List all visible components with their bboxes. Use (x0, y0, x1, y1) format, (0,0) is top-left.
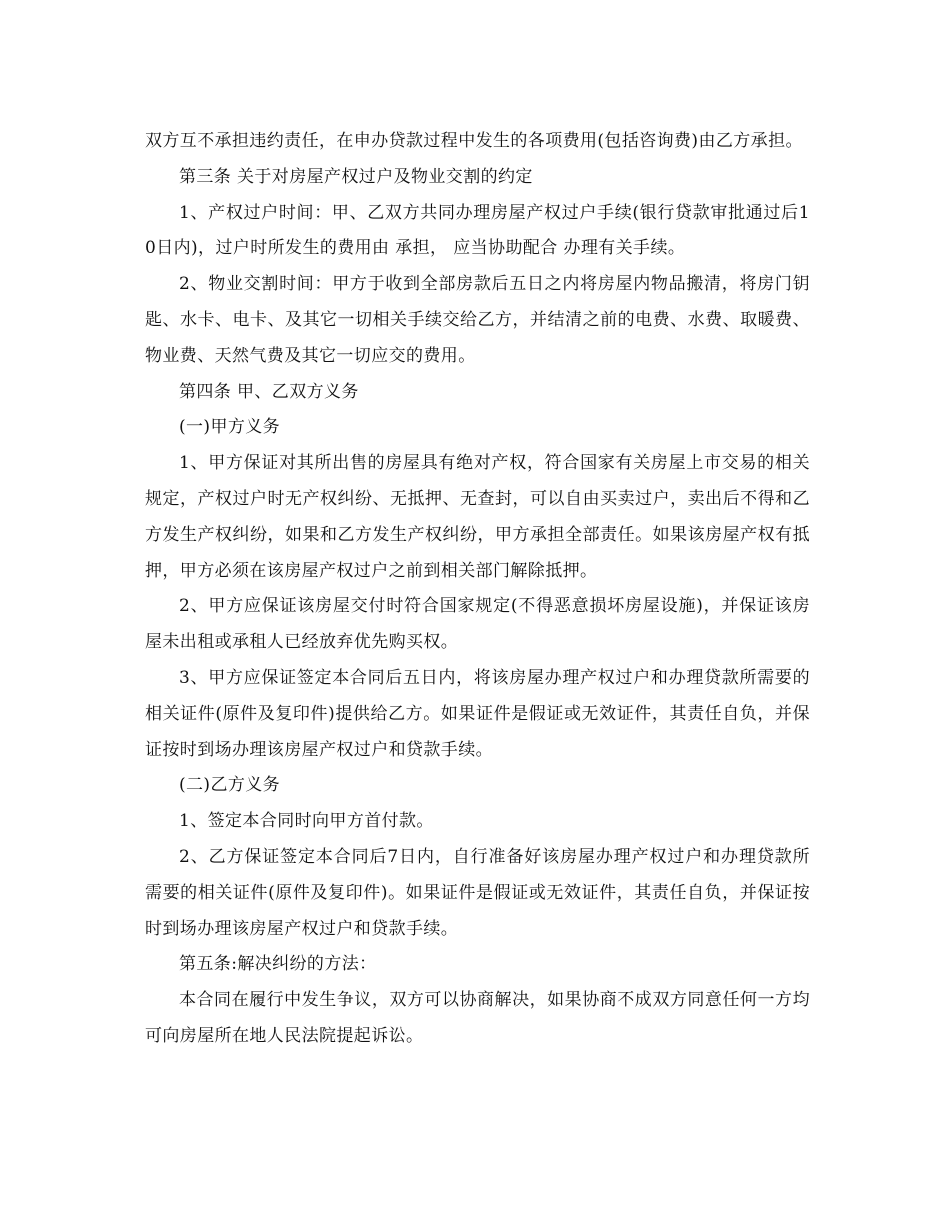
contract-body (145, 124, 810, 1055)
party-a-clause-2: 2、甲方应保证该房屋交付时符合国家规定(不得恶意损坏房屋设施)，并保证该房屋未出租或承租人已经放弃优先购买权。 (145, 596, 810, 653)
party-a-obligations-heading: (一)甲方义务 (179, 417, 281, 438)
party-b-clause-2: 2、乙方保证签定本合同后7日内，自行准备好该房屋办理产权过户和办理贷款所需要的相关证件(原件及复印件)。如果证件是假证或无效证件，其责任自负，并保证按时到场办理该房屋产权过户和贷款手续。 (145, 846, 810, 939)
article-3-clause-2: 2、物业交割时间：甲方于收到全部房款后五日之内将房屋内物品搬清，将房门钥匙、水卡、电卡、及其它一切相关手续交给乙方，并结清之前的电费、水费、取暖费、物业费、天然气费及其它一切应交的费用。 (145, 274, 810, 366)
article-4-heading: 第四条 甲、乙双方义务 (179, 381, 359, 402)
article-3-clause-1: 1、产权过户时间：甲、乙双方共同办理房屋产权过户手续(银行贷款审批通过后10日内)，过户时所发生的费用由 承担， 应当协助配合 办理有关手续。 (145, 202, 810, 259)
party-b-clause-1: 1、签定本合同时向甲方首付款。 (179, 811, 434, 832)
party-a-clause-3: 3、甲方应保证签定本合同后五日内，将该房屋办理产权过户和办理贷款所需要的相关证件(原件及复印件)提供给乙方。如果证件是假证或无效证件，其责任自负，并保证按时到场办理该房屋产权过户和贷款手续。 (145, 667, 810, 760)
article-3-heading: 第三条 关于对房屋产权过户及物业交割的约定 (179, 166, 533, 187)
party-a-clause-1: 1、甲方保证对其所出售的房屋具有绝对产权，符合国家有关房屋上市交易的相关规定，产权过户时无产权纠纷、无抵押、无查封，可以自由买卖过户，卖出后不得和乙方发生产权纠纷，如果和乙方发生产权纠纷，甲方承担全部责任。如果该房屋产权有抵押，甲方必须在该房屋产权过户之前到相关部门解除抵押。 (145, 453, 810, 581)
paragraph-continuation: 双方互不承担违约责任，在申办贷款过程中发生的各项费用(包括咨询费)由乙方承担。 (145, 131, 803, 151)
article-5-heading: 第五条:解决纠纷的方法： (179, 954, 377, 975)
article-5-clause: 本合同在履行中发生争议，双方可以协商解决，如果协商不成双方同意任何一方均可向房屋所在地人民法院提起诉讼。 (145, 990, 810, 1046)
party-b-obligations-heading: (二)乙方义务 (179, 775, 281, 796)
